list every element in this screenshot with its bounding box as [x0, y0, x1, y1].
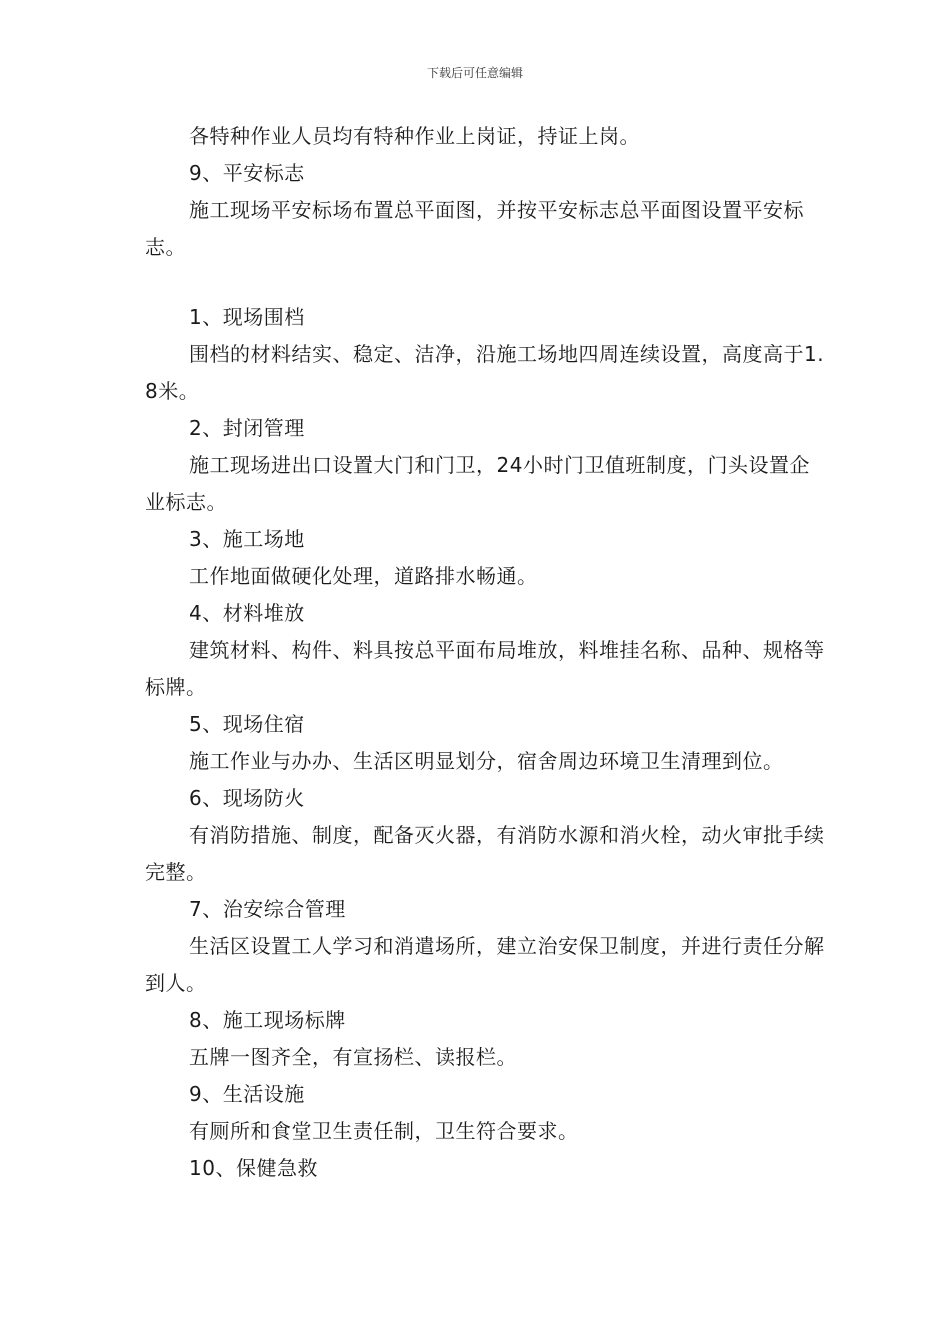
paragraph-construction-site: 工作地面做硬化处理，道路排水畅通。: [189, 564, 538, 588]
paragraph-security-management: 生活区设置工人学习和消遣场所，建立治安保卫制度，并进行责任分解到人。: [145, 934, 825, 995]
paragraph-safety-signs: 施工现场平安标场布置总平面图，并按平安标志总平面图设置平安标志。: [145, 198, 804, 259]
heading-site-signboards: 8、施工现场标牌: [189, 1008, 346, 1032]
heading-site-fence: 1、现场围档: [189, 305, 305, 329]
paragraph-certificates: 各特种作业人员均有特种作业上岗证，持证上岗。: [189, 124, 640, 148]
heading-living-facilities: 9、生活设施: [189, 1082, 305, 1106]
heading-material-stacking: 4、材料堆放: [189, 601, 305, 625]
paragraph-fire-prevention: 有消防措施、制度，配备灭火器，有消防水源和消火栓，动火审批手续完整。: [145, 823, 825, 884]
heading-health-first-aid: 10、保健急救: [189, 1156, 318, 1180]
heading-fire-prevention: 6、现场防火: [189, 786, 305, 810]
paragraph-site-accommodation: 施工作业与办办、生活区明显划分，宿舍周边环境卫生清理到位。: [189, 749, 784, 773]
heading-security-management: 7、治安综合管理: [189, 897, 346, 921]
heading-closed-management: 2、封闭管理: [189, 416, 305, 440]
paragraph-closed-management: 施工现场进出口设置大门和门卫，24小时门卫值班制度，门头设置企业标志。: [145, 453, 810, 514]
paragraph-material-stacking: 建筑材料、构件、料具按总平面布局堆放，料堆挂名称、品种、规格等标牌。: [145, 638, 825, 699]
paragraph-gap: [145, 266, 825, 299]
paragraph-site-fence: 围档的材料结实、稳定、洁净，沿施工场地四周连续设置，高度高于1.8米。: [145, 342, 825, 403]
paragraph-living-facilities: 有厕所和食堂卫生责任制，卫生符合要求。: [189, 1119, 579, 1143]
header-note: 下载后可任意编辑: [426, 66, 523, 80]
heading-safety-signs: 9、平安标志: [189, 161, 305, 185]
document-body: [145, 118, 825, 1187]
heading-construction-site: 3、施工场地: [189, 527, 305, 551]
paragraph-site-signboards: 五牌一图齐全，有宣扬栏、读报栏。: [189, 1045, 517, 1069]
heading-site-accommodation: 5、现场住宿: [189, 712, 305, 736]
